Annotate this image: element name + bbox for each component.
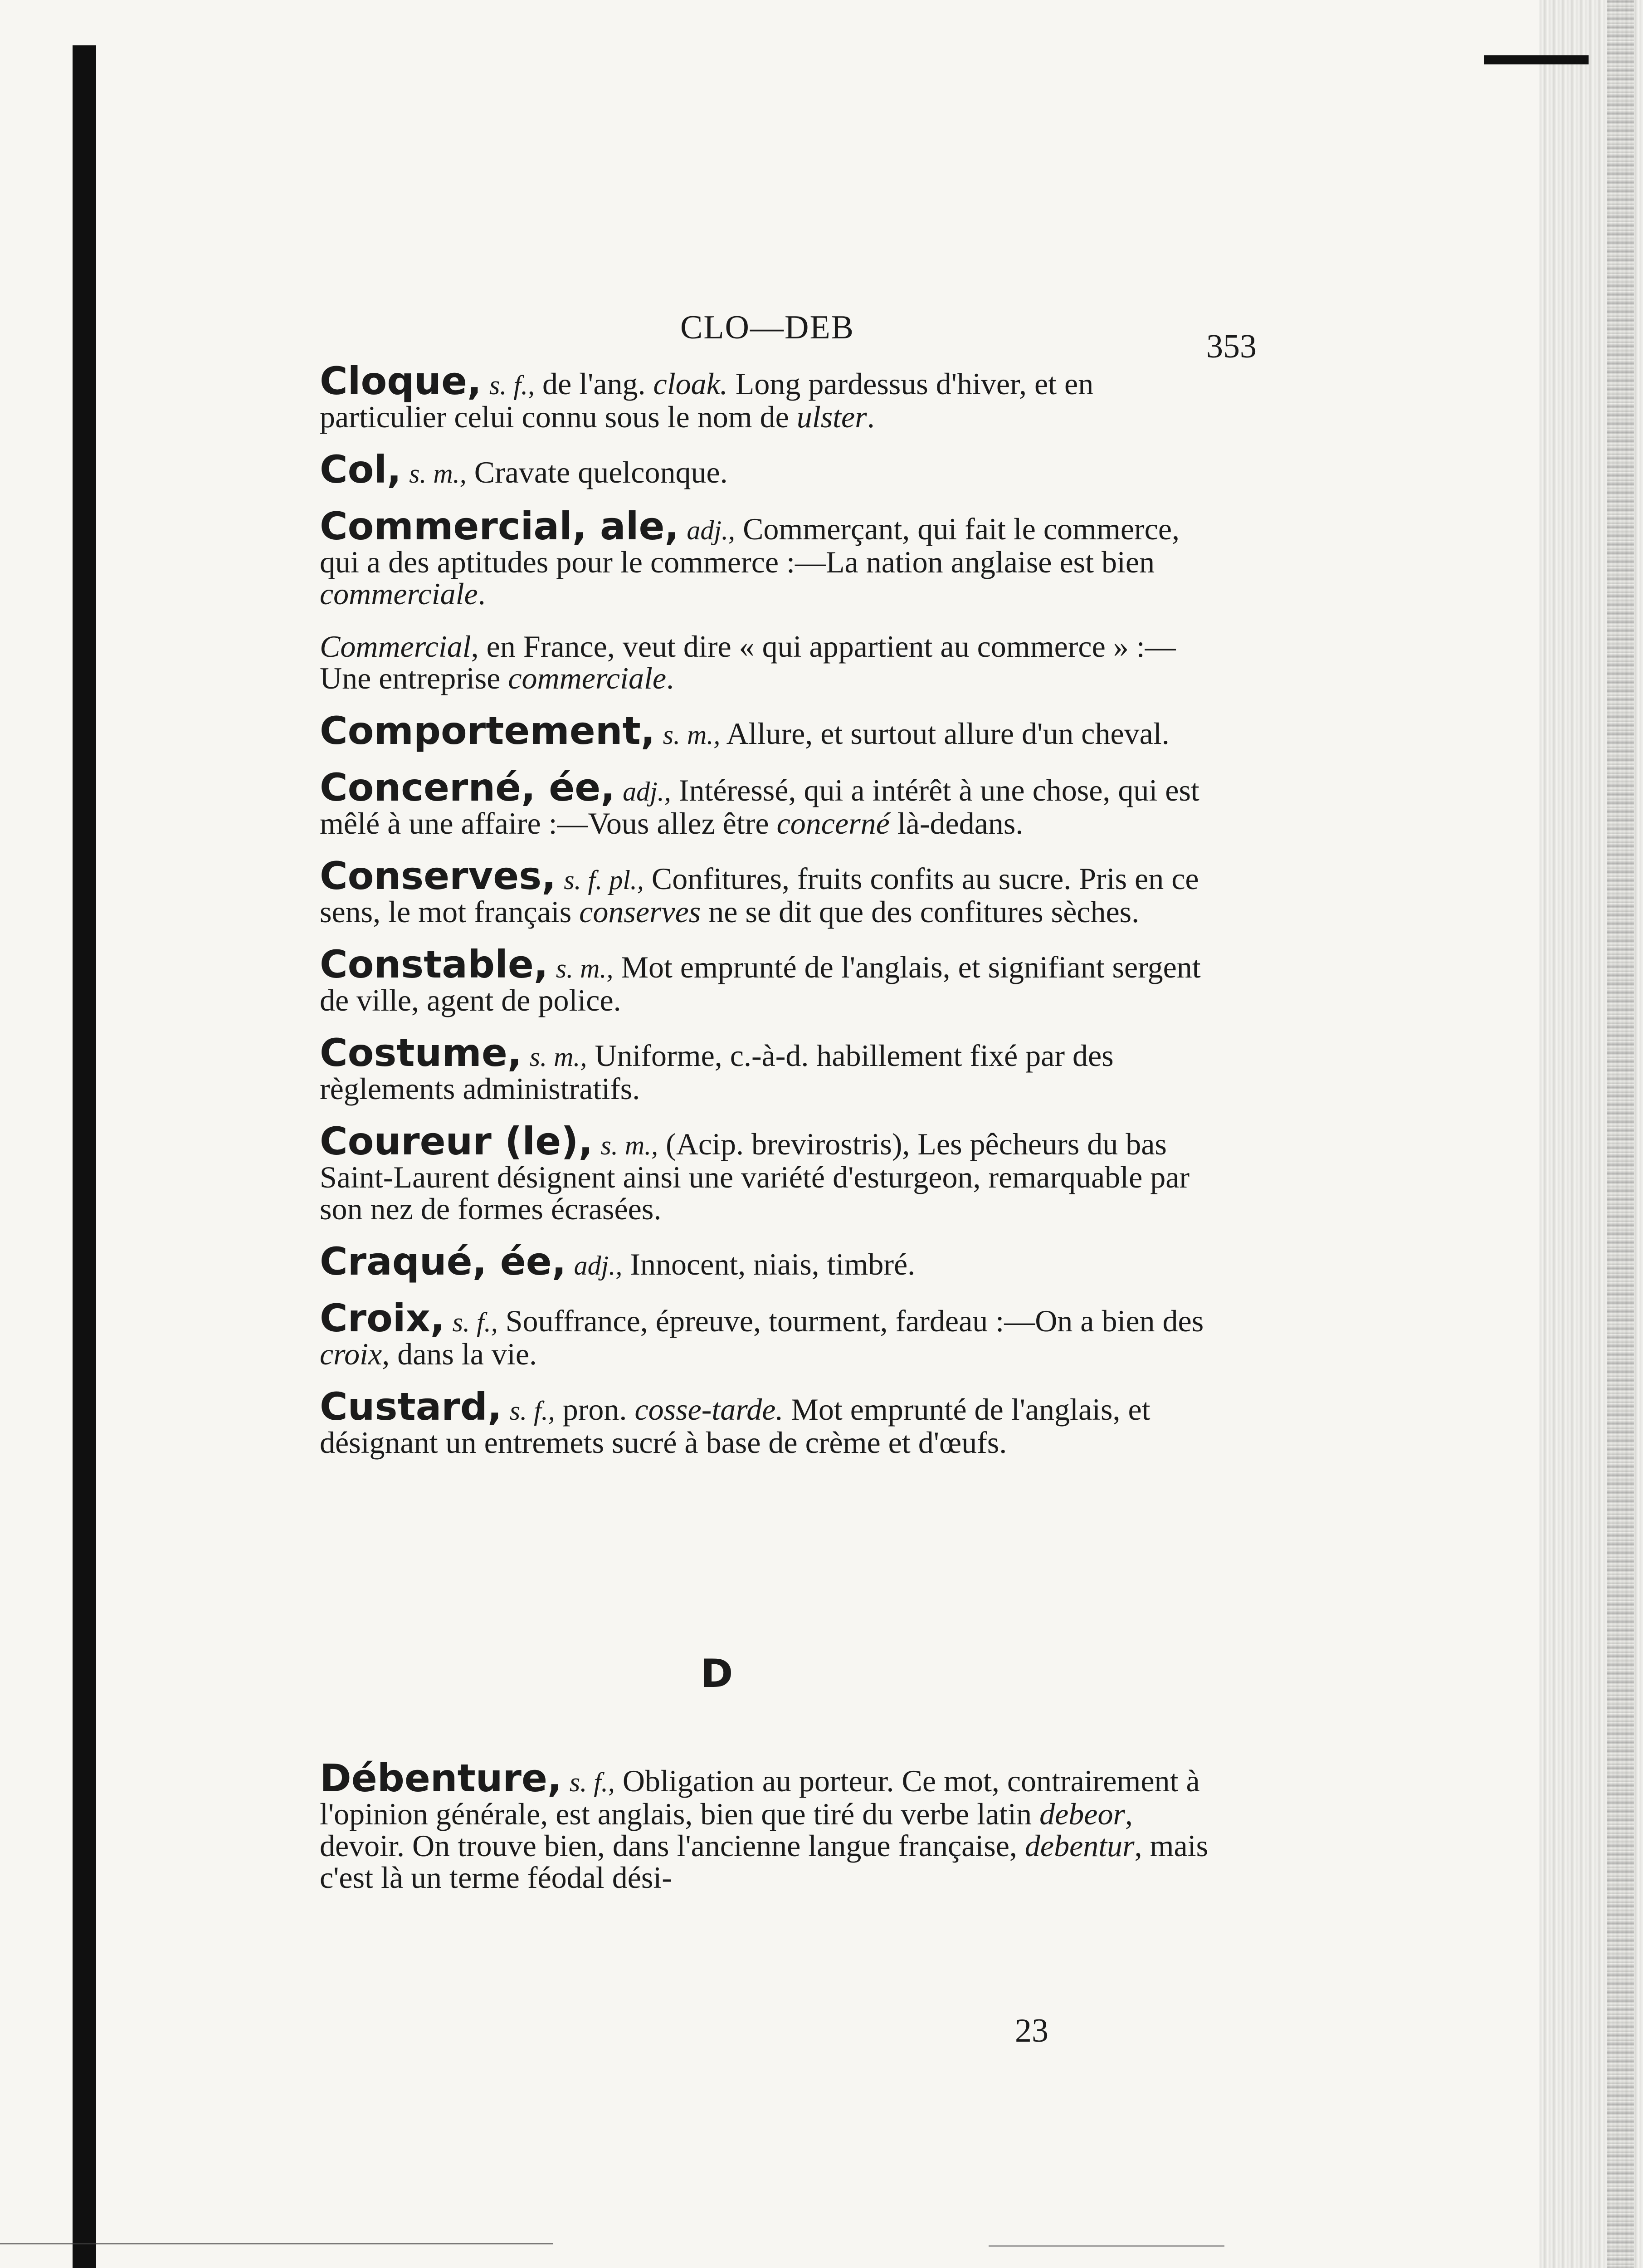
headword: Col, — [320, 447, 402, 492]
headword: Constable, — [320, 942, 548, 987]
entry-conserves — [277, 854, 1211, 929]
entry-debenture — [277, 1756, 1211, 1895]
grammar-label: adj., — [623, 777, 671, 807]
grammar-label: adj., — [574, 1251, 623, 1281]
usage-note-commercial — [277, 631, 1211, 694]
definition-text: Obligation au porteur. Ce mot, contrairement à l'opinion générale, est anglais, bien que tiré du verbe latin — [320, 1764, 1200, 1831]
entry-constable — [277, 942, 1211, 1017]
grammar-label: s. f., — [569, 1767, 615, 1797]
grammar-label: s. m., — [600, 1130, 658, 1160]
grammar-label: s. m., — [663, 720, 721, 750]
note-emphasis: Commercial — [320, 629, 471, 664]
definition-text: Confitures, fruits confits au sucre. Pris en ce sens, le mot français — [320, 861, 1199, 929]
headword: Concerné, ée, — [320, 765, 615, 810]
grammar-label: s. m., — [529, 1042, 587, 1072]
entry-coureur — [277, 1119, 1211, 1226]
definition-text: Mot emprunté de l'anglais, et signifiant sergent de ville, agent de police. — [320, 950, 1201, 1017]
entry-craque — [277, 1239, 1211, 1284]
entry-concerne — [277, 765, 1211, 841]
entry-croix — [277, 1296, 1211, 1371]
headword: Custard, — [320, 1384, 502, 1429]
headword: Coureur (le), — [320, 1119, 593, 1163]
definition-emphasis: debeor — [1039, 1797, 1125, 1831]
entry-list-d — [277, 1756, 1211, 1914]
section-letter: D — [701, 1651, 733, 1696]
note-text: . — [666, 661, 674, 695]
headword: Costume, — [320, 1031, 522, 1075]
entry-costume — [277, 1031, 1211, 1106]
definition-emphasis: croix — [320, 1337, 382, 1371]
definition-text: ne se dit que des confitures sèches. — [701, 894, 1140, 929]
grammar-label: adj., — [687, 515, 736, 545]
entry-custard — [277, 1384, 1211, 1460]
headword: Conserves, — [320, 854, 556, 898]
definition-text: Cravate quelconque. — [474, 455, 728, 489]
definition-text: Commerçant, qui fait le commerce, qui a des aptitudes pour le commerce :—La nation anglaise est bien — [320, 512, 1180, 579]
page-number: 353 — [1206, 328, 1257, 365]
note-text: , en France, veut dire « qui appartient au commerce » :—Une entreprise — [320, 629, 1176, 695]
entry-comportement — [277, 709, 1211, 753]
grammar-label: s. f., — [452, 1307, 498, 1337]
headword: Débenture, — [320, 1756, 562, 1800]
definition-text: Mot emprunté de l'anglais, et désignant un entremets sucré à base de crème et d'œufs. — [320, 1392, 1151, 1460]
definition-text: , mais c'est là un terme féodal dési- — [320, 1828, 1209, 1895]
definition-text: Innocent, niais, timbré. — [630, 1247, 916, 1281]
definition-text: Souffrance, épreuve, tourment, fardeau :—On a bien des — [505, 1304, 1204, 1338]
definition-emphasis: cloak. — [653, 367, 728, 401]
definition-text: , devoir. On trouve bien, dans l'ancienne langue française, — [320, 1797, 1133, 1863]
definition-text: Uniforme, c.-à-d. habillement fixé par des règlements administratifs. — [320, 1038, 1114, 1106]
definition-emphasis: ulster — [796, 400, 867, 434]
definition-emphasis: commerciale — [320, 577, 478, 611]
headword: Craqué, ée, — [320, 1239, 566, 1284]
grammar-label: s. m., — [409, 459, 467, 489]
grammar-label: s. f., — [509, 1396, 555, 1426]
headword: Commercial, ale, — [320, 504, 679, 548]
grammar-label: s. m., — [556, 953, 614, 983]
definition-text: . — [478, 577, 486, 611]
grammar-label: s. f., — [489, 370, 535, 400]
entry-commercial — [277, 504, 1211, 611]
definition-text: , dans la vie. — [382, 1337, 537, 1371]
entry-col — [277, 447, 1211, 492]
headword: Comportement, — [320, 709, 655, 753]
definition-text: de l'ang. — [542, 367, 653, 401]
definition-emphasis: cosse-tarde. — [634, 1392, 784, 1427]
definition-text: Allure, et surtout allure d'un cheval. — [726, 716, 1170, 751]
definition-text: . — [867, 400, 875, 434]
definition-text: pron. — [562, 1392, 635, 1427]
definition-emphasis: concerné — [776, 806, 890, 841]
definition-emphasis: conserves — [579, 894, 701, 929]
grammar-label: s. f. pl., — [564, 865, 644, 895]
headword: Croix, — [320, 1296, 445, 1340]
definition-text: là-dedans. — [889, 806, 1024, 841]
headword: Cloque, — [320, 359, 482, 403]
entry-list — [277, 359, 1211, 1479]
definition-text: Intéressé, qui a intérêt à une chose, qui est mêlé à une affaire :—Vous allez être — [320, 773, 1199, 841]
running-head: CLO—DEB — [680, 309, 854, 346]
definition-text: (Acip. brevirostris), Les pêcheurs du bas Saint-Laurent désignent ainsi une variété d'esturgeon, remarquable par son nez de formes écrasées. — [320, 1127, 1190, 1226]
definition-emphasis: debentur — [1024, 1828, 1135, 1863]
signature-mark: 23 — [1015, 2012, 1048, 2049]
note-emphasis: commerciale — [508, 661, 667, 695]
entry-cloque — [277, 359, 1211, 434]
definition-text: Long pardessus d'hiver, et en particulier celui connu sous le nom de — [320, 367, 1094, 434]
